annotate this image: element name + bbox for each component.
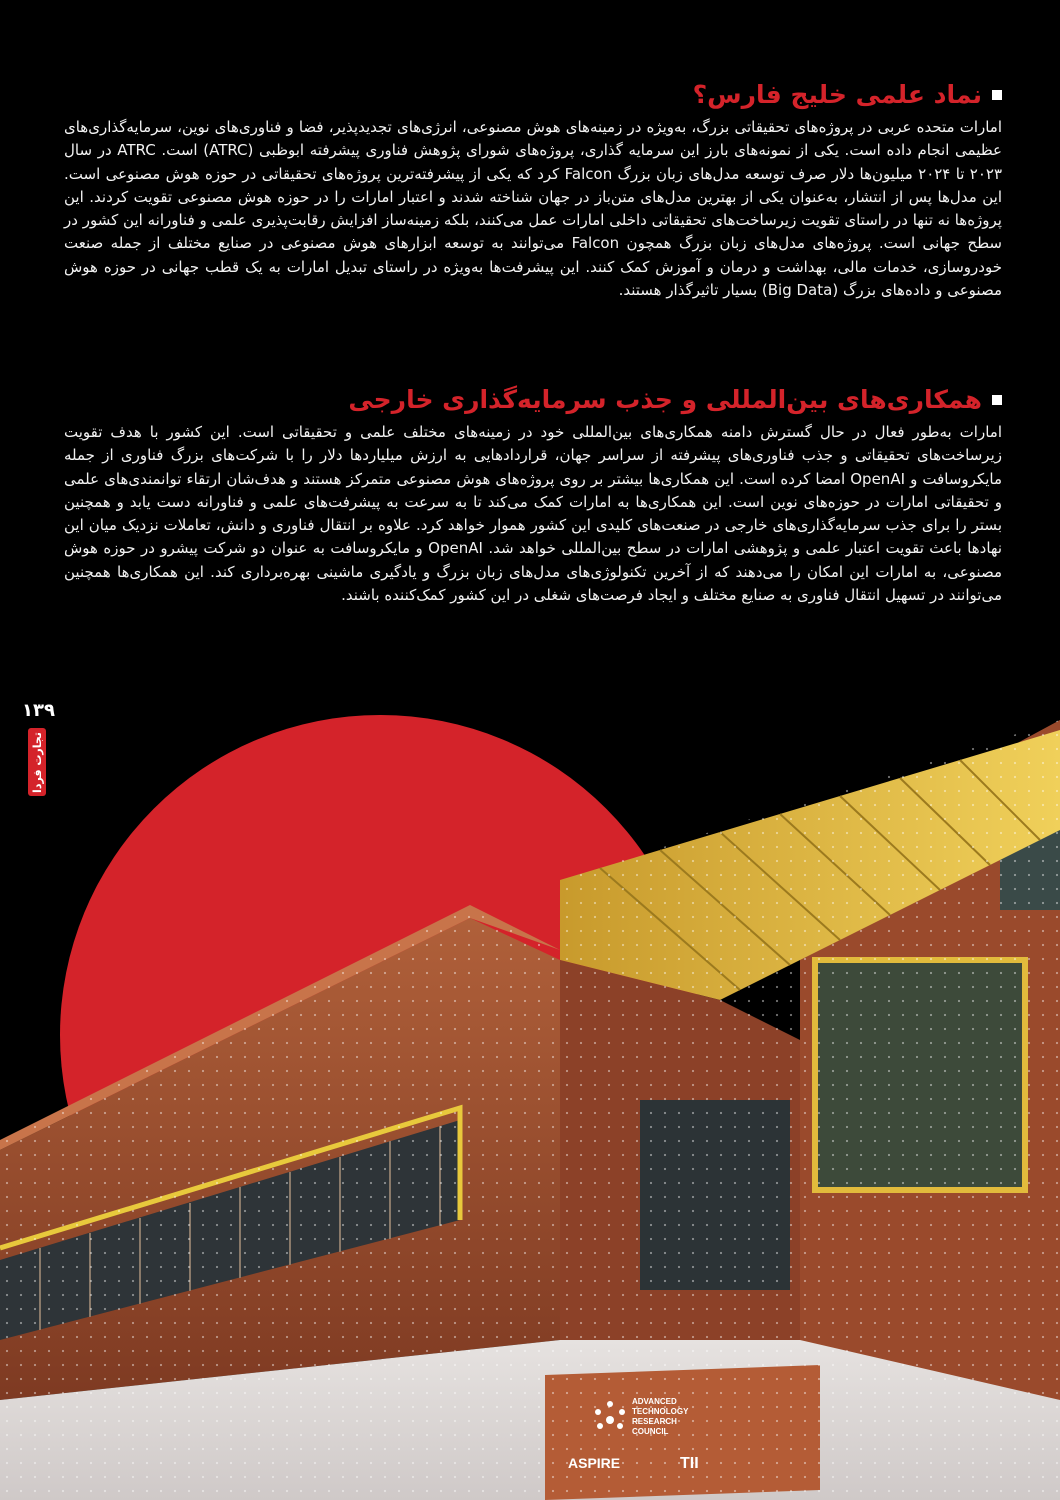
section-heading	[64, 385, 1002, 415]
section-scientific-symbol	[64, 80, 1002, 302]
heading-text: همکاری‌های بین‌المللی و جذب سرمایه‌گذاری خارجی	[348, 385, 982, 414]
page-number: ۱۳۹	[22, 700, 55, 721]
magazine-name: تجارت فردا	[30, 731, 44, 793]
heading-bullet-icon	[992, 90, 1002, 100]
section-international-cooperation	[64, 385, 1002, 607]
section-body: امارات به‌طور فعال در حال گسترش دامنه همکاری‌های بین‌المللی خود در زمینه‌های مختلف علمی و تحقیقاتی است. این کشور با هدف تقویت زیرساخت‌های تحقیقاتی و جذب فناوری‌های پیشرفته از سراسر جهان، قراردادهایی به ارزش میلیاردها دلار را با شرکت‌های بزرگ فناوری از جمله مایکروسافت و OpenAI امضا کرده است. این همکاری‌ها بیشتر بر روی پروژه‌های هوش مصنوعی متمرکز هستند و هدف‌شان ارتقاء توانمندی‌های علمی و تحقیقاتی امارات در حوزه‌های نوین است. این همکاری‌ها به امارات کمک می‌کند تا به سرعت به پیشرفت‌های علمی و فناورانه دست یابد و همچنین بستر را برای جذب سرمایه‌گذاری‌های خارجی در صنعت‌های کلیدی این کشور هموار خواهد کرد. علاوه بر انتقال فناوری و دانش، تعاملات نزدیک میان این نهادها باعث تقویت اعتبار علمی و پژوهشی امارات در سطح بین‌المللی خواهد شد. OpenAI و مایکروسافت به عنوان دو شرکت پیشرو در حوزه هوش مصنوعی، به امارات این امکان را می‌دهند که از آخرین تکنولوژی‌های مدل‌های زبان بزرگ و یادگیری ماشینی بهره‌برداری کند. این همکاری‌ها همچنین می‌توانند در تسهیل انتقال فناوری به صنایع مختلف و ایجاد فرصت‌های شغلی در این کشور کمک‌کننده باشند.	[64, 423, 1003, 605]
section-heading	[64, 80, 1002, 110]
heading-text: نماد علمی خلیج فارس؟	[692, 80, 982, 109]
section-body: امارات متحده عربی در پروژه‌های تحقیقاتی بزرگ، به‌ویژه در زمینه‌های هوش مصنوعی، انرژی‌های تجدیدپذیر، فضا و فناوری‌های نوین، سرمایه‌گذاری‌های عظیمی انجام داده است. یکی از نمونه‌های بارز این سرمایه گذاری، پروژه‌های شورای پژوهش فناوری پیشرفته ابوظبی (ATRC) است. ATRC در سال ۲۰۲۳ تا ۲۰۲۴ میلیون‌ها دلار صرف توسعه مدل‌های زبان بزرگ Falcon کرد که یکی از پیشرفته‌ترین پروژه‌های تحقیقاتی در حوزه هوش مصنوعی است. این مدل‌ها پس از انتشار، به‌عنوان یکی از بهترین مدل‌های متن‌باز در جهان شناخته شدند و اعتبار امارات را در حوزه هوش مصنوعی تقویت کردند. این پروژه‌ها نه تنها در راستای تقویت زیرساخت‌های تحقیقاتی داخلی امارات عمل می‌کنند، بلکه زمینه‌ساز افزایش رقابت‌پذیری علمی و فناورانه این کشور در سطح جهانی است. پروژه‌های مدل‌های زبان بزرگ همچون Falcon می‌توانند به توسعه ابزارهای هوش مصنوعی در صنایع مختلف از جمله صنعت خودروسازی، خدمات مالی، بهداشت و درمان و آموزش کمک کنند. این پیشرفت‌ها به‌ویژه در راستای تبدیل امارات به یک قطب جهانی در حوزه هوش مصنوعی و داده‌های بزرگ (Big Data) بسیار تاثیرگذار هستند.	[64, 118, 1003, 300]
heading-bullet-icon	[992, 395, 1002, 405]
building-illustration	[0, 700, 1060, 1500]
